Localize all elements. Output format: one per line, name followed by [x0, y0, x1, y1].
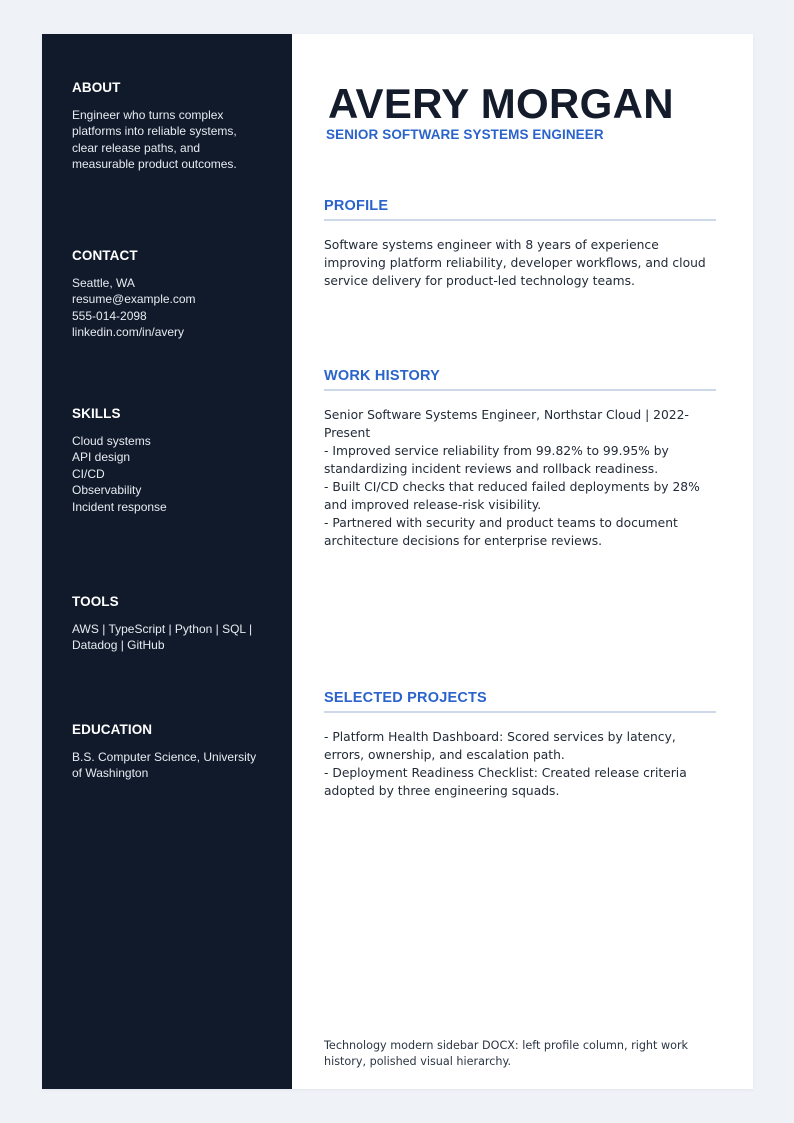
education-text — [72, 749, 262, 782]
about-section — [72, 80, 262, 173]
footer-line: history, polished visual hierarchy. — [324, 1055, 512, 1068]
work-history-line: Senior Software Systems Engineer, Northstar Cloud | 2022- — [324, 408, 689, 422]
about-heading: ABOUT — [72, 80, 121, 95]
projects-heading: SELECTED PROJECTS — [324, 690, 716, 713]
candidate-name: AVERY MORGAN — [328, 80, 674, 127]
footer-line: Technology modern sidebar DOCX: left profile column, right work — [324, 1039, 689, 1052]
about-text — [72, 107, 262, 173]
profile-heading: PROFILE — [324, 198, 716, 221]
profile-text — [324, 236, 716, 290]
work-history-line: architecture decisions for enterprise reviews. — [324, 534, 603, 548]
about-line: measurable product outcomes. — [72, 157, 237, 172]
about-line: platforms into reliable systems, — [72, 124, 237, 139]
education-section — [72, 722, 262, 782]
profile-line: Software systems engineer with 8 years of experience — [324, 238, 659, 252]
tools-section — [72, 594, 262, 654]
skill-item: Incident response — [72, 499, 167, 514]
main-content — [292, 34, 753, 1089]
project-line: adopted by three engineering squads. — [324, 784, 560, 798]
resume-page — [42, 34, 753, 1089]
contact-linkedin-link[interactable]: linkedin.com/in/avery — [72, 325, 185, 340]
work-history-line: - Partnered with security and product teams to document — [324, 516, 678, 530]
tools-line: Datadog | GitHub — [72, 638, 165, 653]
project-line: errors, ownership, and escalation path. — [324, 748, 565, 762]
skills-heading: SKILLS — [72, 406, 121, 421]
contact-section — [72, 248, 262, 341]
profile-line: service delivery for product-led technology teams. — [324, 274, 635, 288]
skill-item: CI/CD — [72, 466, 105, 481]
work-history-text — [324, 406, 716, 550]
about-line: Engineer who turns complex — [72, 108, 224, 122]
footer-note — [324, 1038, 704, 1070]
contact-email-link[interactable]: resume@example.com — [72, 292, 196, 307]
tools-line: AWS | TypeScript | Python | SQL | — [72, 622, 253, 636]
skill-item: API design — [72, 450, 131, 465]
projects-section — [324, 690, 716, 800]
contact-list — [72, 275, 262, 341]
work-history-heading: WORK HISTORY — [324, 368, 716, 391]
work-history-section — [324, 368, 716, 550]
tools-heading: TOOLS — [72, 594, 119, 609]
work-history-line: - Built CI/CD checks that reduced failed deployments by 28% — [324, 480, 700, 494]
education-line: B.S. Computer Science, University — [72, 750, 257, 764]
work-history-line: - Improved service reliability from 99.82% to 99.95% by — [324, 444, 669, 458]
education-heading: EDUCATION — [72, 722, 153, 737]
skills-section — [72, 406, 262, 515]
education-line: of Washington — [72, 766, 149, 781]
work-history-line: standardizing incident reviews and rollback readiness. — [324, 462, 659, 476]
skill-item: Cloud systems — [72, 434, 151, 448]
project-line: - Platform Health Dashboard: Scored services by latency, — [324, 730, 676, 744]
about-line: clear release paths, and — [72, 140, 201, 155]
contact-phone[interactable]: 555-014-2098 — [72, 308, 147, 323]
work-history-line: and improved release-risk visibility. — [324, 498, 542, 512]
candidate-title: SENIOR SOFTWARE SYSTEMS ENGINEER — [326, 127, 604, 142]
sidebar — [42, 34, 292, 1089]
work-history-line: Present — [324, 426, 371, 440]
profile-section — [324, 198, 716, 290]
skill-item: Observability — [72, 483, 142, 498]
project-line: - Deployment Readiness Checklist: Created release criteria — [324, 766, 687, 780]
profile-line: improving platform reliability, developer workflows, and cloud — [324, 256, 706, 270]
tools-text — [72, 621, 262, 654]
contact-heading: CONTACT — [72, 248, 138, 263]
projects-text — [324, 728, 716, 800]
contact-location: Seattle, WA — [72, 276, 135, 290]
skills-list — [72, 433, 262, 515]
